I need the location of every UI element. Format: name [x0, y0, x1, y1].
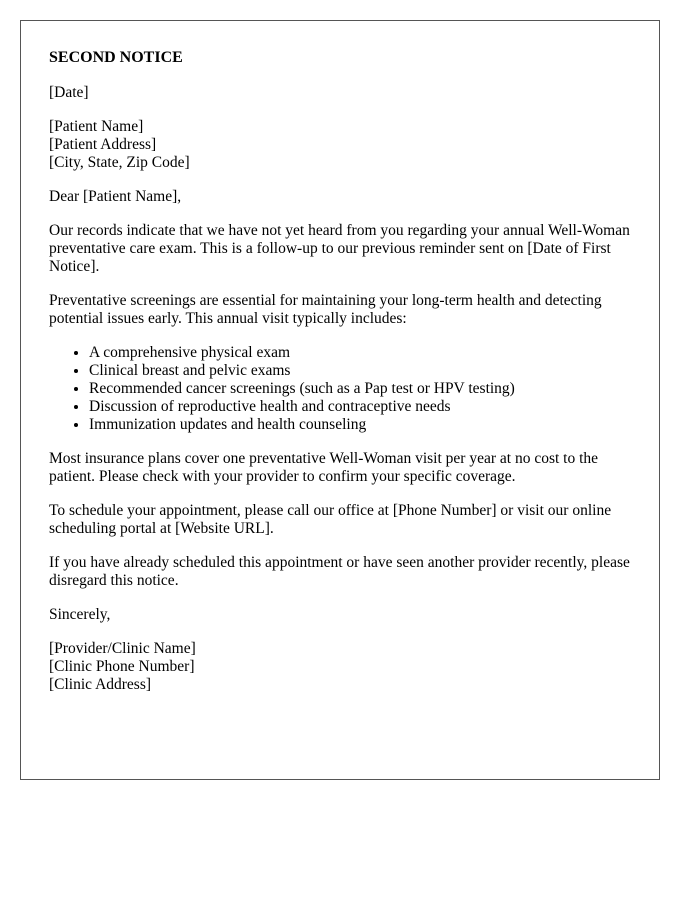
letter-date: [Date]: [49, 84, 89, 101]
recipient-block: [49, 118, 631, 172]
list-item: • Recommended cancer screenings (such as a Pap test or HPV testing): [89, 380, 631, 398]
recipient-city: [City, State, Zip Code]: [49, 154, 190, 171]
list-item: • Clinical breast and pelvic exams: [89, 362, 631, 380]
list-item: • Discussion of reproductive health and contraceptive needs: [89, 398, 631, 416]
screenings-paragraph: Preventative screenings are essential for maintaining your long-term health and detecting potential issues early. This annual visit typically includes:: [49, 292, 602, 327]
notice-heading: SECOND NOTICE: [49, 49, 183, 66]
clinic-address: [Clinic Address]: [49, 676, 152, 693]
salutation: Dear [Patient Name],: [49, 188, 182, 205]
signoff: Sincerely,: [49, 606, 111, 623]
intro-paragraph: Our records indicate that we have not yet heard from you regarding your annual Well-Woman preventative care exam. This is a follow-up to our previous reminder sent on [Date of First Notice].: [49, 222, 630, 275]
insurance-paragraph: Most insurance plans cover one preventative Well-Woman visit per year at no cost to the patient. Please check with your provider to confirm your specific coverage.: [49, 450, 599, 485]
list-item: • Immunization updates and health counseling: [89, 416, 631, 434]
recipient-address: [Patient Address]: [49, 136, 157, 153]
notice-letter: [20, 20, 660, 780]
disregard-paragraph: If you have already scheduled this appointment or have seen another provider recently, please disregard this notice.: [49, 554, 630, 589]
clinic-name: [Provider/Clinic Name]: [49, 640, 196, 657]
schedule-paragraph: To schedule your appointment, please call our office at [Phone Number] or visit our online scheduling portal at [Website URL].: [49, 502, 612, 537]
list-item: • A comprehensive physical exam: [89, 344, 631, 362]
clinic-phone: [Clinic Phone Number]: [49, 658, 195, 675]
recipient-name: [Patient Name]: [49, 118, 144, 135]
visit-includes-list: [49, 344, 631, 434]
signature-block: [49, 640, 631, 694]
